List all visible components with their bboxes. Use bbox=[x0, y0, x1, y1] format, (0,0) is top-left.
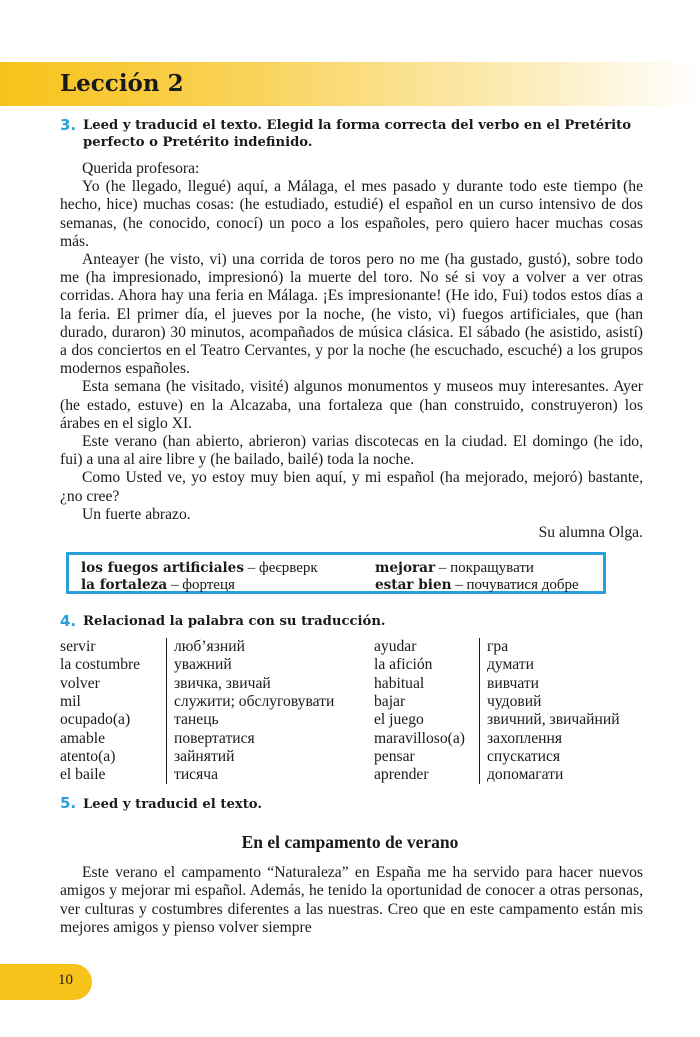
spanish-word: volver bbox=[60, 674, 100, 692]
exercise-3-number: 3. bbox=[60, 116, 77, 134]
vocab-translation: – фортеця bbox=[167, 577, 235, 593]
vocab-item bbox=[375, 576, 579, 594]
spanish-word: amable bbox=[60, 729, 106, 747]
ukrainian-translation: служити; обслуговувати bbox=[174, 692, 335, 710]
letter-signature: Su alumna Olga. bbox=[538, 524, 643, 542]
page-number: 10 bbox=[58, 972, 73, 988]
spanish-word: pensar bbox=[374, 747, 415, 765]
vocab-translation: – почуватися добре bbox=[451, 577, 579, 593]
vocabulary-box bbox=[66, 552, 606, 594]
vocab-term: los fuegos artificiales bbox=[81, 560, 244, 576]
letter-paragraph: Esta semana (he visitado, visité) algunos monumentos y museos muy interesantes. Ayer (he estado, estuve) en la Alcazaba, una fortaleza que (han construido, construyeron) los árabes en el siglo XI. bbox=[60, 378, 643, 432]
spanish-word: maravilloso(a) bbox=[374, 729, 465, 747]
spanish-word: ayudar bbox=[374, 638, 417, 655]
exercise-4-number: 4. bbox=[60, 612, 77, 630]
spanish-word: atento(a) bbox=[60, 747, 116, 765]
vocab-item bbox=[375, 559, 534, 577]
spanish-word: servir bbox=[60, 638, 96, 655]
letter-greeting: Querida profesora: bbox=[82, 160, 200, 177]
spanish-word: el baile bbox=[60, 766, 106, 784]
ukrainian-translation: захоплення bbox=[487, 729, 562, 747]
letter-closing: Un fuerte abrazo. bbox=[82, 505, 191, 523]
spanish-word: habitual bbox=[374, 674, 425, 692]
ukrainian-translation: спускатися bbox=[487, 747, 561, 765]
ukrainian-translation: вивчати bbox=[487, 674, 539, 692]
letter-paragraph: Anteayer (he visto, vi) una corrida de toros pero no me (ha gustado, gustó), sobre todo me (ha impresionado, impresionó) la muerte del toro. No sé si voy a volver a ver otras corridas. Ahora hay una feria en Málaga. ¡Es impresionante! (He ido, Fui) todos estos días a la feria. El primer día, el jueves por la noche, (he visto, vi) fuegos artificiales, que (han durado, duraron) 30 minutos, acompañados de música clásica. El sábado (he asistido, asistí) a dos conciertos en el Teatro Cervantes, y por la noche (he escuchado, escuché) a los grupos modernos españoles. bbox=[60, 251, 643, 378]
story-paragraph: Este verano el campamento “Naturaleza” en España me ha servido para hacer nuevos amigos y mejorar mi español. Además, he tenido la oportunidad de conocer a otras personas, ver culturas y costumbres diferentes a las nuestras. Creo que en este campamento están mis mejores amigos y pienso volver siempre bbox=[60, 864, 643, 936]
column-divider bbox=[479, 638, 480, 784]
page-number-tab bbox=[0, 964, 92, 1000]
spanish-word: bajar bbox=[374, 692, 406, 710]
story-text bbox=[60, 864, 643, 937]
column-divider bbox=[166, 638, 167, 784]
ukrainian-translation: чудовий bbox=[487, 692, 542, 710]
spanish-word: mil bbox=[60, 692, 81, 710]
letter-paragraph: Yo (he llegado, llegué) aquí, a Málaga, el mes pasado y durante todo este tiempo (he hecho, hice) muchas cosas: (he estudiado, estudié) el español en un curso intensivo de dos semanas, (he conocido, conocí) un poco a los españoles, pero quiero hacer muchas cosas más. bbox=[60, 178, 643, 250]
ukrainian-translation: повертатися bbox=[174, 729, 255, 747]
vocab-item bbox=[81, 576, 235, 594]
exercise-5-instruction: Leed y traducid el texto. bbox=[83, 797, 262, 812]
vocab-item bbox=[81, 559, 318, 577]
spanish-word: la afición bbox=[374, 656, 433, 674]
exercise-4-instruction: Relacionad la palabra con su traducción. bbox=[83, 614, 386, 629]
vocab-term: mejorar bbox=[375, 560, 436, 576]
spanish-word: la costumbre bbox=[60, 656, 141, 674]
ukrainian-translation: думати bbox=[487, 656, 534, 674]
ukrainian-translation: уважний bbox=[174, 656, 232, 674]
spanish-word: el juego bbox=[374, 711, 424, 729]
vocab-translation: – покращувати bbox=[435, 560, 534, 576]
vocab-term: estar bien bbox=[375, 577, 452, 593]
story-title: En el campamento de verano bbox=[241, 832, 459, 852]
vocab-term: la fortaleza bbox=[81, 577, 168, 593]
letter-paragraph: Como Usted ve, yo estoy muy bien aquí, y mi español (ha mejorado, mejoró) bastante, ¿no cree? bbox=[60, 469, 643, 505]
vocab-translation: – феєрверк bbox=[243, 560, 318, 576]
exercise-3-instruction-line2: perfecto o Pretérito indefinido. bbox=[83, 135, 313, 150]
spanish-word: ocupado(a) bbox=[60, 711, 131, 729]
ukrainian-translation: звичка, звичай bbox=[174, 674, 271, 692]
lesson-title: Lección 2 bbox=[60, 70, 184, 97]
letter-paragraph: Este verano (han abierto, abrieron) varias discotecas en la ciudad. El domingo (he ido, fui) a una al aire libre y (he bailado, bailé) toda la noche. bbox=[60, 433, 643, 469]
exercise-3-instruction-line1: Leed y traducid el texto. Elegid la forma correcta del verbo en el Pretérito bbox=[83, 118, 632, 133]
ukrainian-translation: тисяча bbox=[174, 766, 219, 784]
ukrainian-translation: зайнятий bbox=[174, 747, 235, 765]
ukrainian-translation: звичний, звичайний bbox=[487, 711, 620, 729]
ukrainian-translation: танець bbox=[174, 711, 219, 729]
exercise-5-number: 5. bbox=[60, 794, 77, 812]
ukrainian-translation: люб’язний bbox=[174, 638, 245, 655]
letter-text bbox=[60, 160, 643, 542]
ukrainian-translation: гра bbox=[487, 638, 509, 655]
spanish-word: aprender bbox=[374, 766, 429, 784]
ukrainian-translation: допомагати bbox=[487, 766, 564, 784]
